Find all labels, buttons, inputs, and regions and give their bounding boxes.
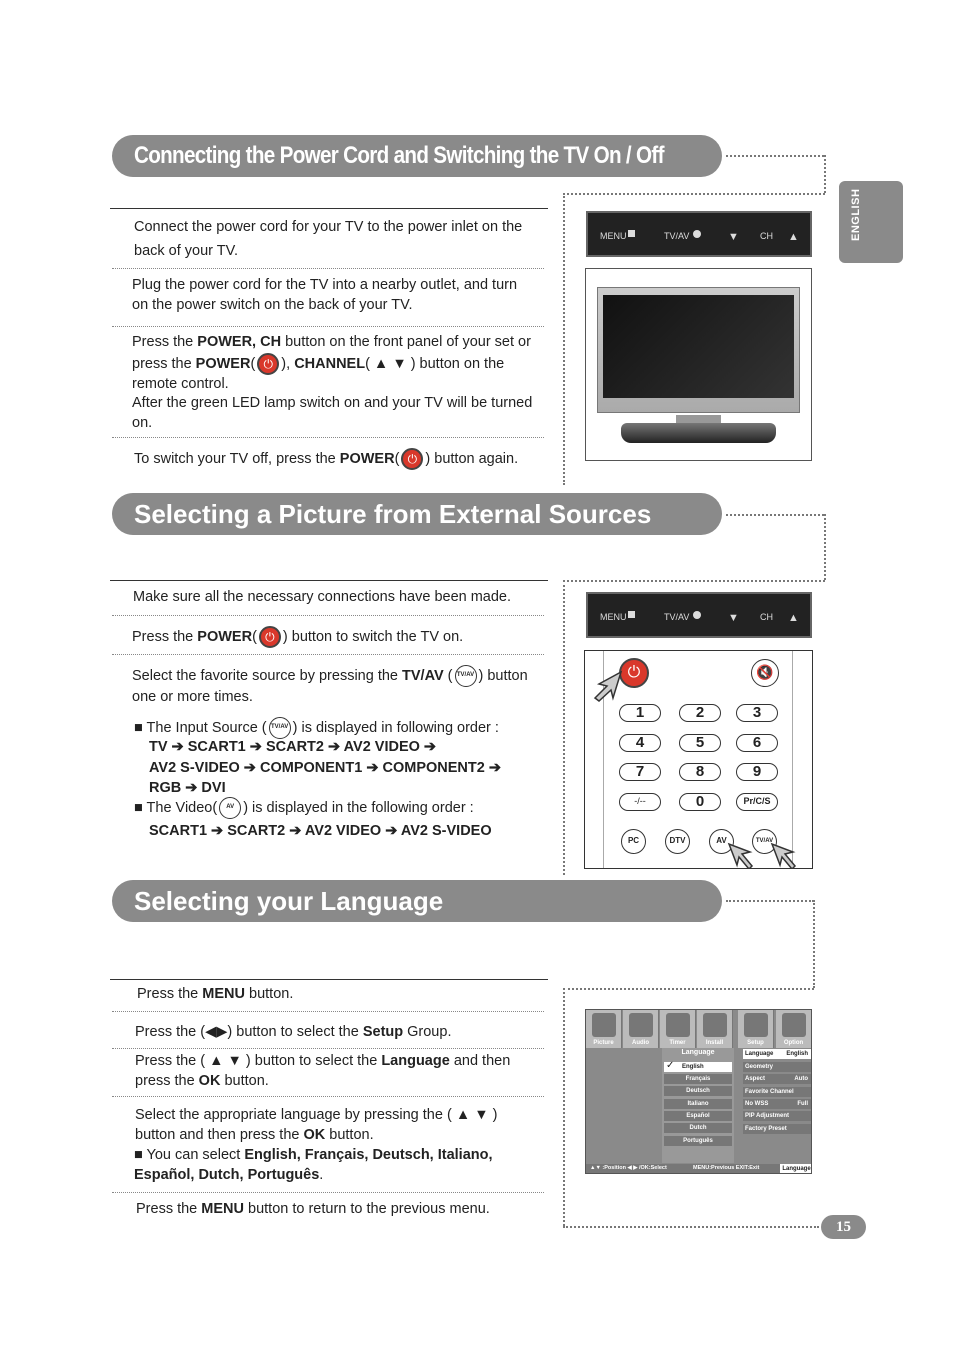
section-rule (110, 979, 548, 980)
video-order: SCART1 ➔ SCART2 ➔ AV2 VIDEO ➔ AV2 S-VIDEO (149, 823, 492, 839)
picture-icon (592, 1013, 616, 1037)
remote-power-button[interactable]: ⏻ (619, 658, 649, 688)
step-separator (112, 615, 544, 616)
remote-control (584, 650, 813, 869)
tv-stand (621, 423, 776, 443)
tvav-icon: TV/AV (455, 665, 477, 687)
page-number: 15 (821, 1215, 866, 1239)
dotted-connector (563, 193, 565, 485)
install-icon (703, 1013, 727, 1037)
tab-option[interactable]: Option (776, 1010, 812, 1048)
dotted-connector (813, 900, 815, 988)
language-step-3: Press the ( ▲ ▼ ) button to select the Language and then press the OK button. (135, 1053, 511, 1089)
remote-key-7[interactable]: 7 (619, 763, 661, 781)
osd-footer-exit: MENU:Previous EXIT:Exit (693, 1165, 760, 1171)
option-icon (782, 1013, 806, 1037)
input-order-line3: RGB ➔ DVI (149, 780, 226, 796)
panel-ch-label: CH (760, 231, 773, 241)
language-list-bullet: ■ You can select English, Français, Deutsch, Italiano, Español, Dutch, Português. (134, 1147, 493, 1183)
power-step-1: Connect the power cord for your TV to the power inlet on the back of your TV. (134, 219, 523, 259)
up-arrow-icon: ▲ (788, 231, 799, 243)
setup-item-aspect[interactable]: Aspect Auto (743, 1074, 811, 1084)
power-icon: ⏻ (401, 448, 423, 470)
remote-key-2[interactable]: 2 (679, 704, 721, 722)
remote-key-6[interactable]: 6 (736, 734, 778, 752)
dotted-connector (726, 514, 824, 516)
dotted-connector (563, 580, 825, 582)
language-step-1: Press the MENU button. (137, 986, 294, 1002)
section-title-power: Connecting the Power Cord and Switching the TV On / Off (112, 135, 722, 177)
remote-key-5[interactable]: 5 (679, 734, 721, 752)
down-arrow-icon: ▼ (728, 612, 739, 624)
step-separator (112, 654, 544, 655)
remote-key-1[interactable]: 1 (619, 704, 661, 722)
tab-audio[interactable]: Audio (623, 1010, 659, 1048)
step-separator (112, 1011, 544, 1012)
step-separator (112, 1048, 544, 1049)
tv-front-panel (586, 592, 812, 638)
audio-icon (629, 1013, 653, 1037)
dotted-connector (726, 155, 824, 157)
language-step-2: Press the (◀▶) button to select the Setup Group. (135, 1024, 452, 1040)
lang-option-italiano[interactable]: Italiano (664, 1099, 732, 1109)
panel-tvav-label: TV/AV (664, 231, 690, 241)
panel-menu-label: MENU (600, 612, 627, 622)
remote-key-9[interactable]: 9 (736, 763, 778, 781)
tab-picture[interactable]: Picture (586, 1010, 622, 1048)
section-rule (110, 580, 548, 581)
down-arrow-icon: ▼ (728, 231, 739, 243)
checkmark-icon: ✓ (666, 1060, 675, 1071)
osd-footer-language: Language (780, 1164, 812, 1174)
dotted-connector (824, 514, 826, 580)
remote-tvav-button[interactable]: TV/AV (752, 829, 777, 854)
setup-item-language[interactable]: Language English (743, 1049, 811, 1059)
language-side-tab: ENGLISH (839, 181, 903, 263)
dotted-connector (563, 988, 565, 1226)
power-step-4: To switch your TV off, press the POWER( ⏻ ) button again. (134, 448, 544, 470)
video-bullet: ■ The Video( AV ) is displayed in the following order : (134, 797, 544, 819)
power-icon: ⏻ (257, 353, 279, 375)
section-rule (110, 208, 548, 209)
mute-icon[interactable]: 🔇 (751, 659, 779, 687)
led-icon (693, 230, 701, 238)
setup-item-geometry[interactable]: Geometry (743, 1062, 811, 1072)
remote-key-0[interactable]: 0 (679, 793, 721, 811)
lang-option-deutsch[interactable]: Deutsch (664, 1086, 732, 1096)
dotted-connector (824, 155, 826, 193)
remote-key-dash[interactable]: -/-- (619, 793, 661, 811)
setup-item-no-wss[interactable]: No WSS Full (743, 1099, 811, 1109)
step-separator (112, 1096, 544, 1097)
setup-item-favorite-channel[interactable]: Favorite Channel (743, 1087, 811, 1097)
language-step-5: Press the MENU button to return to the previous menu. (136, 1201, 490, 1217)
panel-tvav-label: TV/AV (664, 612, 690, 622)
language-step-4: Select the appropriate language by pressing the ( ▲ ▼ ) button and then press the OK button. (135, 1107, 498, 1143)
tv-neck (676, 415, 721, 423)
remote-key-8[interactable]: 8 (679, 763, 721, 781)
section-title-language: Selecting your Language (112, 880, 722, 922)
dotted-connector (563, 193, 825, 195)
panel-ch-label: CH (760, 612, 773, 622)
remote-pc-button[interactable]: PC (621, 829, 646, 854)
up-arrow-icon: ▲ (788, 612, 799, 624)
remote-key-4[interactable]: 4 (619, 734, 661, 752)
lang-option-portugues[interactable]: Português (664, 1136, 732, 1146)
tvav-icon: TV/AV (269, 717, 291, 739)
external-step-1: Make sure all the necessary connections have been made. (133, 589, 512, 605)
pointer-arrow-icon (725, 841, 755, 869)
tv-illustration (585, 268, 812, 461)
input-order-line1: TV ➔ SCART1 ➔ SCART2 ➔ AV2 VIDEO ➔ (149, 739, 437, 755)
remote-key-3[interactable]: 3 (736, 704, 778, 722)
step-separator (112, 1192, 544, 1193)
external-step-3: Select the favorite source by pressing the TV/AV ( TV/AV ) button one or more times. (132, 665, 537, 708)
timer-icon (666, 1013, 690, 1037)
tab-install[interactable]: Install (697, 1010, 733, 1048)
led-icon (693, 611, 701, 619)
tv-screen (603, 295, 794, 398)
lang-option-espanol[interactable]: Español (664, 1111, 732, 1121)
setup-item-pip-adjustment[interactable]: PIP Adjustment (743, 1111, 811, 1121)
input-source-bullet: ■ The Input Source ( TV/AV ) is displayed in following order : (134, 717, 544, 739)
lang-option-english[interactable]: English (664, 1062, 732, 1072)
power-step-2: Plug the power cord for the TV into a nearby outlet, and turn on the power switch on the back of your TV. (132, 277, 518, 313)
dotted-connector (563, 1226, 819, 1228)
tab-setup[interactable]: Setup (738, 1010, 774, 1048)
tv-bezel (597, 287, 800, 413)
square-icon (628, 230, 635, 237)
tab-timer[interactable]: Timer (660, 1010, 696, 1048)
step-separator (112, 326, 544, 327)
remote-key-prcs[interactable]: Pr/C/S (736, 793, 778, 811)
lang-option-dutch[interactable]: Dutch (664, 1123, 732, 1133)
pointer-arrow-icon (591, 668, 627, 704)
av-icon: AV (219, 797, 241, 819)
power-icon: ⏻ (259, 626, 281, 648)
step-separator (112, 268, 544, 269)
external-step-2: Press the POWER( ⏻ ) button to switch the TV on. (132, 626, 542, 648)
input-order-line2: AV2 S-VIDEO ➔ COMPONENT1 ➔ COMPONENT2 ➔ (149, 760, 502, 776)
remote-dtv-button[interactable]: DTV (665, 829, 690, 854)
panel-menu-label: MENU (600, 231, 627, 241)
tv-front-panel (586, 211, 812, 257)
osd-menu-screen (585, 1009, 812, 1174)
power-step-3: Press the POWER, CH button on the front panel of your set or press the POWER( ⏻ ), CHANNEL( ▲ ▼ ) button on the remote control. After the green LED lamp switch on and your TV will be turned on. (132, 334, 533, 431)
osd-footer-nav: ▲▼ :Position ◀ ▶ /OK:Select (590, 1165, 667, 1171)
section-title-external: Selecting a Picture from External Sources (112, 493, 722, 535)
step-separator (112, 437, 544, 438)
dotted-connector (726, 900, 814, 902)
square-icon (628, 611, 635, 618)
dotted-connector (563, 988, 814, 990)
setup-item-factory-preset[interactable]: Factory Preset (743, 1124, 811, 1134)
dotted-connector (563, 580, 565, 875)
lang-option-francais[interactable]: Français (664, 1074, 732, 1084)
remote-av-button[interactable]: AV (709, 829, 734, 854)
language-submenu-header: Language (681, 1049, 715, 1056)
setup-icon (744, 1013, 768, 1037)
pointer-arrow-icon (768, 841, 798, 869)
